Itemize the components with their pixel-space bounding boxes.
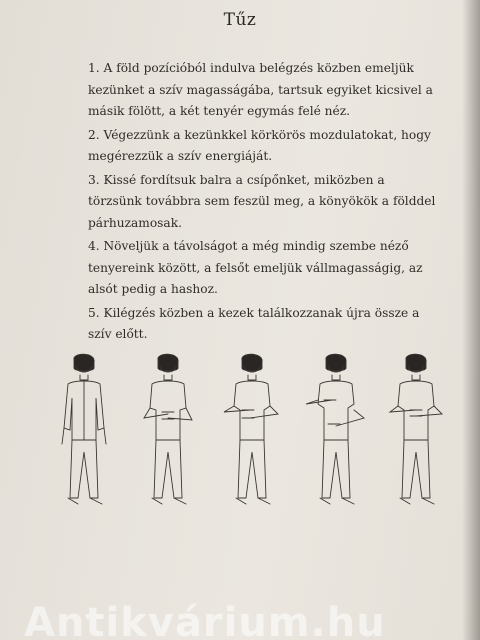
- step-number: 1.: [88, 61, 100, 75]
- step-item: [88, 125, 438, 168]
- person-hands-together-drawing: [376, 348, 456, 518]
- page-title: Tűz: [223, 10, 257, 30]
- figure-pose-2: [128, 348, 208, 518]
- step-text: Növeljük a távolságot a még mindig szembe néző tenyereink között, a felsőt emeljük vállmagasságig, az alsót pedig a hashoz.: [88, 239, 423, 296]
- step-number: 5.: [88, 305, 100, 320]
- step-text: Végezzünk a kezünkkel körkörös mozdulatokat, hogy megérezzük a szív energiáját.: [88, 127, 431, 163]
- step-text: Kissé fordítsuk balra a csípőnket, miközben a törzsünk továbbra sem feszül meg, a könyökök a földdel párhuzamosak.: [88, 172, 436, 230]
- step-item: [88, 58, 438, 123]
- person-hands-apart-drawing: [296, 348, 376, 518]
- step-item: [88, 170, 438, 235]
- page-edge-shadow: [462, 0, 480, 640]
- person-arms-down-drawing: [44, 348, 124, 518]
- step-number: 2.: [88, 127, 100, 142]
- steps-list: [88, 58, 438, 348]
- step-text: A föld pozícióból indulva belégzés közben emeljük kezünket a szív magasságába, tartsuk egyiket kicsivel a másik fölött, a két tenyér egymás felé néz.: [88, 61, 433, 118]
- step-item: [88, 303, 438, 346]
- figure-pose-4: [296, 348, 376, 518]
- step-item: [88, 236, 438, 301]
- figure-pose-3: [212, 348, 292, 518]
- step-number: 4.: [88, 239, 100, 253]
- person-turned-drawing: [212, 348, 292, 518]
- step-text: Kilégzés közben a kezek találkozzanak újra össze a szív előtt.: [88, 305, 420, 341]
- figure-pose-1: [44, 348, 124, 518]
- watermark: Antikvárium.hu: [24, 600, 386, 640]
- person-hands-at-heart-drawing: [128, 348, 208, 518]
- qigong-illustration: [44, 348, 454, 518]
- figure-pose-5: [376, 348, 456, 518]
- step-number: 3.: [88, 172, 100, 187]
